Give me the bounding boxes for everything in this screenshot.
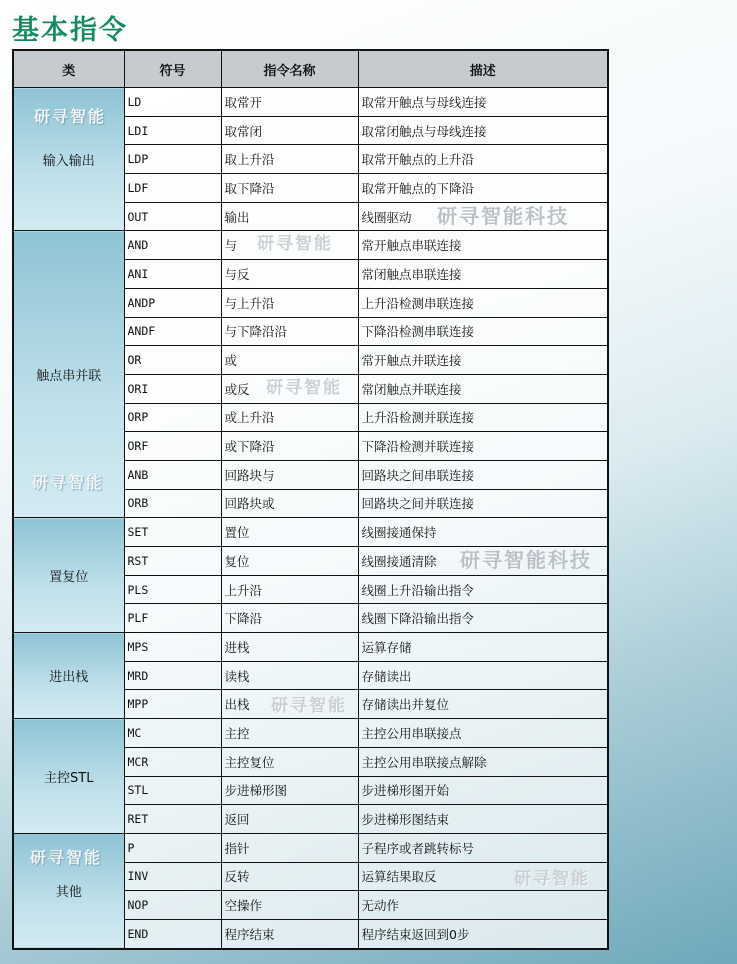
description-cell: 线圈接通保持	[358, 518, 608, 547]
symbol-cell: SET	[124, 518, 221, 547]
instruction-name-cell: 主控复位	[221, 747, 358, 776]
symbol-cell: RET	[124, 805, 221, 834]
symbol-cell: OR	[124, 346, 221, 375]
symbol-cell: ANDP	[124, 288, 221, 317]
watermark-text: 研寻智能	[32, 473, 105, 492]
instruction-name-cell: 或反	[221, 374, 358, 403]
description-cell: 取常闭触点与母线连接	[358, 116, 608, 145]
instruction-name-cell: 下降沿	[221, 604, 358, 633]
symbol-cell: STL	[124, 776, 221, 805]
watermark-text: 研寻智能	[257, 234, 333, 254]
instruction-table	[12, 49, 609, 950]
instruction-name-cell: 置位	[221, 518, 358, 547]
description-cell: 常开触点并联连接	[358, 346, 608, 375]
symbol-cell: PLF	[124, 604, 221, 633]
watermark-text: 研寻智能科技	[460, 548, 592, 572]
instruction-name-cell: 与反	[221, 260, 358, 289]
category-cell	[13, 518, 124, 633]
description-cell: 下降沿检测串联连接	[358, 317, 608, 346]
instruction-name-cell: 进栈	[221, 633, 358, 662]
category-label: 触点串并联	[36, 368, 102, 384]
instruction-name-cell: 与	[221, 231, 358, 260]
description-cell: 线圈接通清除	[358, 547, 608, 576]
category-label: 输入输出	[42, 153, 95, 169]
description-cell: 取常开触点的下降沿	[358, 174, 608, 203]
instruction-name-cell: 程序结束	[221, 919, 358, 948]
symbol-cell: MRD	[124, 661, 221, 690]
symbol-cell: MPS	[124, 633, 221, 662]
category-label: 主控STL	[44, 770, 94, 786]
description-cell: 线圈上升沿输出指令	[358, 575, 608, 604]
table-row	[13, 719, 608, 748]
description-cell: 无动作	[358, 891, 608, 920]
instruction-name-cell: 回路块或	[221, 489, 358, 518]
symbol-cell: NOP	[124, 891, 221, 920]
description-cell: 常开触点串联连接	[358, 231, 608, 260]
description-cell: 子程序或者跳转标号	[358, 833, 608, 862]
symbol-cell: ANB	[124, 460, 221, 489]
watermark-text: 研寻智能	[30, 848, 103, 867]
category-cell	[13, 719, 124, 834]
symbol-cell: LDF	[124, 174, 221, 203]
description-cell: 取常开触点的上升沿	[358, 145, 608, 174]
instruction-name-cell: 或上升沿	[221, 403, 358, 432]
symbol-cell: LD	[124, 88, 221, 117]
symbol-cell: MPP	[124, 690, 221, 719]
instruction-name-cell: 取常开	[221, 88, 358, 117]
instruction-name-cell: 指针	[221, 833, 358, 862]
description-cell: 常闭触点并联连接	[358, 374, 608, 403]
description-cell: 程序结束返回到0步	[358, 919, 608, 948]
category-label: 其他	[55, 885, 82, 901]
description-cell: 运算结果取反	[358, 862, 608, 891]
instruction-name-cell: 返回	[221, 805, 358, 834]
instruction-name-cell: 回路块与	[221, 460, 358, 489]
instruction-name-cell: 输出	[221, 202, 358, 231]
header-symbol: 符号	[124, 50, 221, 88]
description-cell: 运算存储	[358, 633, 608, 662]
symbol-cell: INV	[124, 862, 221, 891]
instruction-name-cell: 或下降沿	[221, 432, 358, 461]
symbol-cell: OUT	[124, 202, 221, 231]
instruction-name-cell: 或	[221, 346, 358, 375]
table-header-row	[13, 50, 608, 88]
symbol-cell: LDI	[124, 116, 221, 145]
symbol-cell: PLS	[124, 575, 221, 604]
description-cell: 步进梯形图结束	[358, 805, 608, 834]
description-cell: 回路块之间并联连接	[358, 489, 608, 518]
instruction-name-cell: 取上升沿	[221, 145, 358, 174]
symbol-cell: P	[124, 833, 221, 862]
category-label: 置复位	[49, 569, 89, 585]
watermark-text: 研寻智能	[34, 107, 107, 126]
symbol-cell: ORB	[124, 489, 221, 518]
description-cell: 存储读出	[358, 661, 608, 690]
instruction-name-cell: 与上升沿	[221, 288, 358, 317]
symbol-cell: ORP	[124, 403, 221, 432]
description-cell: 步进梯形图开始	[358, 776, 608, 805]
category-cell	[13, 633, 124, 719]
symbol-cell: RST	[124, 547, 221, 576]
description-cell: 回路块之间串联连接	[358, 460, 608, 489]
instruction-name-cell: 取常闭	[221, 116, 358, 145]
table-row	[13, 833, 608, 862]
symbol-cell: MCR	[124, 747, 221, 776]
symbol-cell: ORF	[124, 432, 221, 461]
description-cell: 上升沿检测串联连接	[358, 288, 608, 317]
instruction-name-cell: 与下降沿沿	[221, 317, 358, 346]
instruction-name-cell: 取下降沿	[221, 174, 358, 203]
description-cell: 下降沿检测并联连接	[358, 432, 608, 461]
description-cell: 上升沿检测并联连接	[358, 403, 608, 432]
instruction-name-cell: 反转	[221, 862, 358, 891]
instruction-name-cell: 上升沿	[221, 575, 358, 604]
instruction-name-cell: 步进梯形图	[221, 776, 358, 805]
symbol-cell: MC	[124, 719, 221, 748]
description-cell: 取常开触点与母线连接	[358, 88, 608, 117]
header-category: 类	[13, 50, 124, 88]
instruction-name-cell: 空操作	[221, 891, 358, 920]
symbol-cell: ANDF	[124, 317, 221, 346]
instruction-name-cell: 复位	[221, 547, 358, 576]
header-instruction-name: 指令名称	[221, 50, 358, 88]
symbol-cell: ORI	[124, 374, 221, 403]
description-cell: 存储读出并复位	[358, 690, 608, 719]
symbol-cell: AND	[124, 231, 221, 260]
instruction-name-cell: 出栈	[221, 690, 358, 719]
description-cell: 主控公用串联接点	[358, 719, 608, 748]
watermark-text: 研寻智能	[514, 869, 590, 889]
instruction-name-cell: 主控	[221, 719, 358, 748]
table-row	[13, 518, 608, 547]
category-label: 进出栈	[49, 670, 89, 686]
description-cell: 线圈下降沿输出指令	[358, 604, 608, 633]
instruction-name-cell: 读栈	[221, 661, 358, 690]
header-description: 描述	[358, 50, 608, 88]
watermark-text: 研寻智能	[266, 378, 342, 398]
symbol-cell: END	[124, 919, 221, 948]
table-row	[13, 633, 608, 662]
description-cell: 线圈驱动	[358, 202, 608, 231]
watermark-text: 研寻智能	[271, 696, 347, 716]
symbol-cell: ANI	[124, 260, 221, 289]
watermark-text: 研寻智能科技	[437, 204, 569, 228]
symbol-cell: LDP	[124, 145, 221, 174]
page-title: 基本指令	[12, 15, 128, 46]
description-cell: 常闭触点串联连接	[358, 260, 608, 289]
description-cell: 主控公用串联接点解除	[358, 747, 608, 776]
